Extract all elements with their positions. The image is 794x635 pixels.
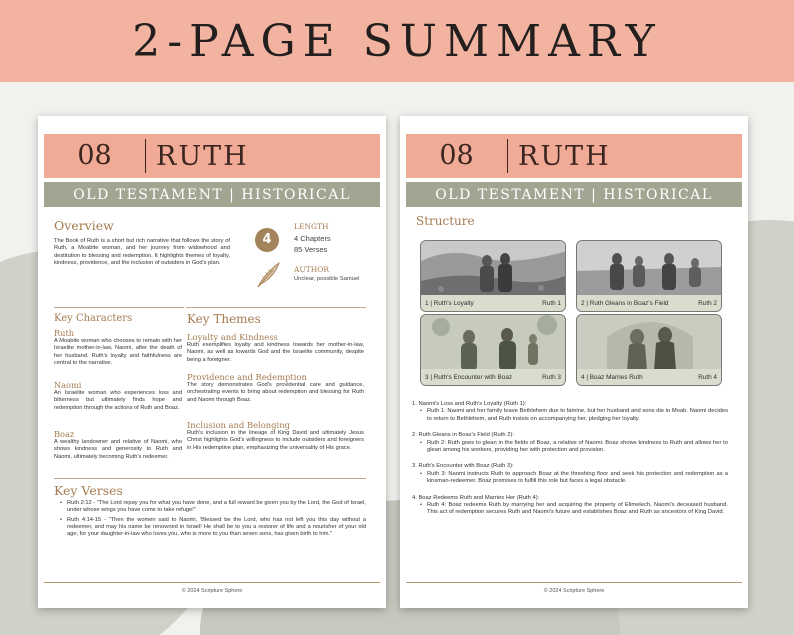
category-label: OLD TESTAMENT | HISTORICAL	[73, 186, 351, 203]
character-name: Boaz	[54, 429, 75, 439]
summary-page-one	[38, 116, 386, 608]
character-name: Naomi	[54, 380, 82, 390]
tile-caption-bar	[421, 369, 565, 385]
theme-desc: The story demonstrates God's providential care and guidance, orchestrating events to bring about redemption and blessing for Ruth and Naomi through Boaz.	[187, 382, 364, 403]
tile-caption: 3 | Ruth's Encounter with Boaz	[425, 373, 513, 381]
tile-caption: 4 | Boaz Marries Ruth	[581, 373, 643, 381]
tile-caption: 2 | Ruth Gleans in Boaz's Field	[581, 299, 669, 307]
length-verses: 85 Verses	[294, 245, 328, 254]
theme-name: Inclusion and Belonging	[187, 420, 290, 430]
summary-page-two	[400, 116, 748, 608]
tile-reference: Ruth 3	[542, 373, 561, 381]
structure-tile-3	[420, 314, 566, 386]
category-bar	[44, 182, 380, 207]
footer-divider	[44, 582, 380, 583]
illustration-encounter	[421, 315, 566, 371]
list-item: • Ruth 2:12 - "The Lord repay you for what you have done, and a full reward be given you by the Lord, the God of Israel, under whose wings you have come to take refuge!"	[60, 500, 366, 515]
overview-title: Overview	[54, 218, 114, 233]
list-item: • Ruth 1: Naomi and her family leave Bethlehem due to famine, but her husband and sons die in Moab. Naomi decides to return to Bethlehem, and Ruth insists on accompanying her, pledging her loyalty.	[412, 408, 728, 423]
book-number: 08	[406, 139, 508, 173]
structure-tile-2	[576, 240, 722, 312]
list-item: • Ruth 2: Ruth goes to glean in the fields of Boaz, a relative of Naomi. Boaz shows kindness to Ruth and allows her to glean among his workers, providing her with protection and provision.	[412, 440, 728, 455]
character-boaz	[54, 429, 182, 461]
tile-caption-bar	[421, 295, 565, 311]
list-item: • Ruth 3: Naomi instructs Ruth to approach Boaz at the threshing floor and seek his protection and redemption as a kinsman-redeemer. Boaz promises to fulfill this role but faces a legal obstacle.	[412, 471, 728, 486]
outline-heading: 4. Boaz Redeems Ruth and Marries Her (Ruth 4):	[412, 494, 540, 501]
book-title: RUTH	[156, 140, 249, 172]
illustration-ruths-loyalty	[421, 241, 566, 297]
theme-inclusion	[187, 420, 364, 452]
author-label: AUTHOR	[294, 265, 330, 274]
category-bar	[406, 182, 742, 207]
length-label: LENGTH	[294, 222, 329, 231]
divider	[54, 307, 184, 308]
character-desc: A wealthy landowner and relative of Naomi, who shows kindness and generosity to Ruth and Naomi, ultimately becoming Ruth's redeemer.	[54, 439, 182, 460]
key-verses-list	[60, 500, 366, 540]
theme-name: Loyalty and Kindness	[187, 332, 278, 342]
tile-caption-bar	[577, 369, 721, 385]
structure-tile-1	[420, 240, 566, 312]
outline-heading: 1. Naomi's Loss and Ruth's Loyalty (Ruth 1):	[412, 401, 527, 407]
illustration-gleaning-field	[577, 241, 722, 297]
structure-tile-4	[576, 314, 722, 386]
theme-name: Providence and Redemption	[187, 372, 307, 382]
character-ruth	[54, 328, 182, 367]
page-header	[44, 134, 380, 178]
length-chapters: 4 Chapters	[294, 234, 331, 243]
quill-icon	[253, 260, 283, 290]
key-verses-title: Key Verses	[54, 483, 123, 498]
overview-text: The Book of Ruth is a short but rich narrative that follows the story of Ruth, a Moabite woman, and her journey from widowhood and destitution to blessing and redemption. It highlights themes of loyalty, kindness, providence, and the inclusion of outsiders in God's plan.	[54, 238, 230, 266]
banner	[0, 0, 794, 82]
character-naomi	[54, 380, 182, 412]
theme-loyalty	[187, 332, 364, 364]
illustration-marriage	[577, 315, 722, 371]
list-item: • Ruth 4:14-15 - "Then the women said to Naomi, 'Blessed be the Lord, who has not left you this day without a redeemer, and may his name be renowned in Israel! He shall be to you a restorer of life and a nourisher of your old age, for your daughter-in-law who loves you, who is more to you than seven sons, has given birth to him."	[60, 517, 366, 539]
theme-desc: Ruth's inclusion in the lineage of King David and ultimately Jesus Christ highlights God's willingness to include outsiders and foreigners in His redemptive plan, emphasizing the universality of His grace.	[187, 430, 364, 451]
character-desc: A Moabite woman who chooses to remain with her Israelite mother-in-law, Naomi, after the death of her husband. Ruth's loyalty and faithfulness are central to the narrative.	[54, 338, 182, 366]
tile-reference: Ruth 1	[542, 299, 561, 307]
footer-copyright: © 2024 Scripture Sphere	[181, 588, 243, 594]
book-number: 08	[44, 139, 146, 173]
theme-desc: Ruth exemplifies loyalty and kindness towards her mother-in-law, Naomi, as well as towards God and the Israelite community, despite being a foreigner.	[187, 342, 364, 363]
key-themes-title: Key Themes	[187, 312, 261, 326]
length-badge: 4	[255, 228, 279, 252]
footer-copyright: © 2024 Scripture Sphere	[543, 588, 605, 594]
structure-outline	[412, 396, 728, 517]
page-header	[406, 134, 742, 178]
category-label: OLD TESTAMENT | HISTORICAL	[435, 186, 713, 203]
character-desc: An Israelite woman who experiences loss and bitterness but ultimately finds hope and redemption through the actions of Ruth and Boaz.	[54, 390, 182, 411]
author-value: Unclear, possible Samuel	[294, 276, 360, 282]
key-characters-title: Key Characters	[54, 313, 133, 324]
structure-title: Structure	[416, 214, 475, 228]
theme-providence	[187, 372, 364, 404]
tile-reference: Ruth 2	[698, 299, 717, 307]
footer-divider	[406, 582, 742, 583]
book-title: RUTH	[518, 140, 611, 172]
divider	[186, 307, 366, 308]
tile-caption: 1 | Ruth's Loyalty	[425, 299, 474, 307]
tile-caption-bar	[577, 295, 721, 311]
character-name: Ruth	[54, 328, 75, 338]
divider	[54, 478, 366, 479]
outline-heading: 3. Ruth's Encounter with Boaz (Ruth 3):	[412, 463, 514, 470]
list-item: • Ruth 4: Boaz redeems Ruth by marrying her and acquiring the property of Elimelech, Naomi's deceased husband. This act of redemption secures Ruth and Naomi's future and establishes Boaz and Ruth as ancestors of King David.	[412, 502, 728, 517]
banner-title: 2-PAGE SUMMARY	[132, 15, 662, 67]
tile-reference: Ruth 4	[698, 373, 717, 381]
outline-heading: 2. Ruth Gleans in Boaz's Field (Ruth 2):	[412, 432, 514, 439]
